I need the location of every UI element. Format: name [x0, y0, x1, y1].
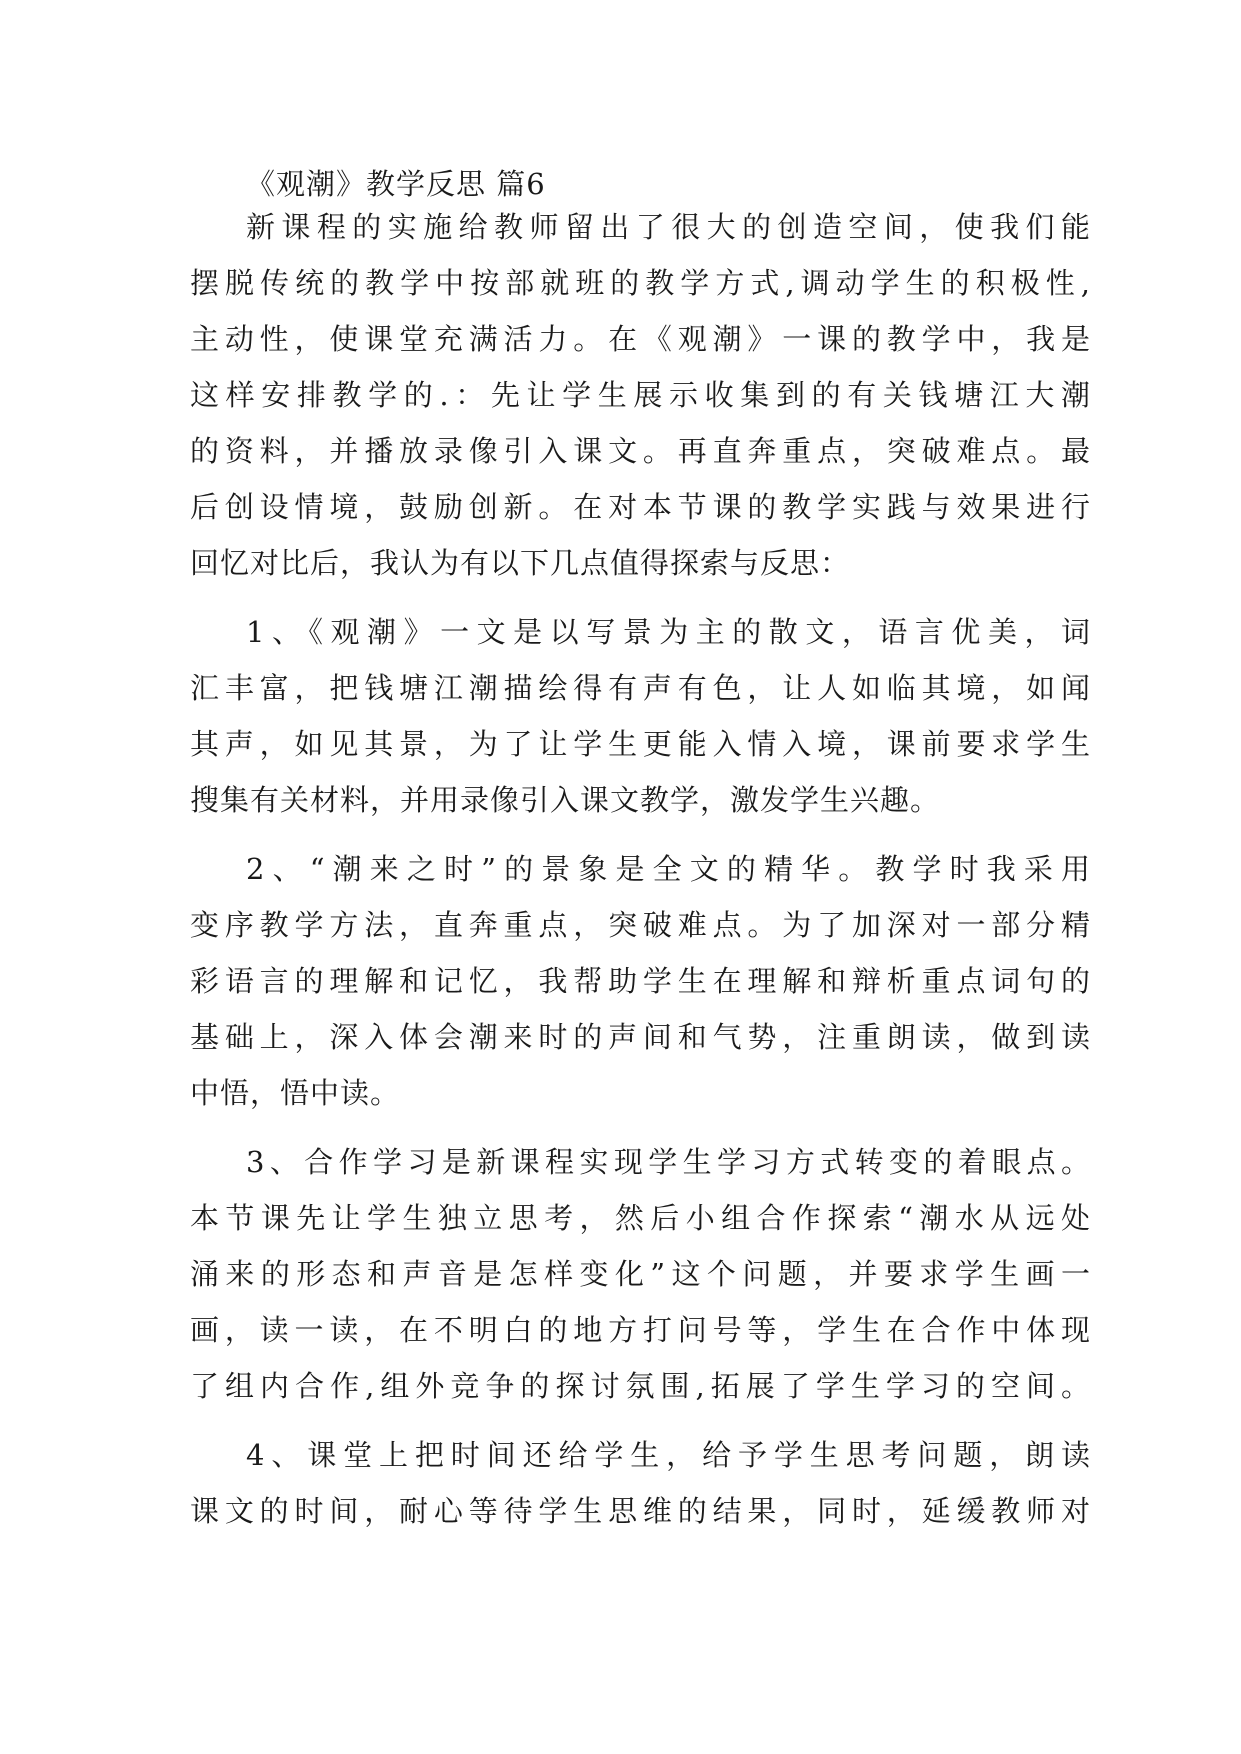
paragraph-line: 课文的时间，耐心等待学生思维的结果，同时，延缓教师对: [190, 1494, 1090, 1528]
paragraph-line: 3、合作学习是新课程实现学生学习方式转变的着眼点。: [246, 1145, 1090, 1179]
paragraph-line: 涌来的形态和声音是怎样变化”这个问题，并要求学生画一: [190, 1257, 1090, 1291]
paragraph-line: 1、《观潮》一文是以写景为主的散文，语言优美，词: [246, 615, 1090, 649]
paragraph-line: 的资料，并播放录像引入课文。再直奔重点，突破难点。最: [190, 434, 1090, 468]
paragraph-line: 中悟，悟中读。: [190, 1076, 401, 1110]
paragraph-line: 彩语言的理解和记忆，我帮助学生在理解和辩析重点词句的: [190, 964, 1090, 998]
paragraph-line: 主动性，使课堂充满活力。在《观潮》一课的教学中，我是: [190, 322, 1090, 356]
paragraph-line: 本节课先让学生独立思考，然后小组合作探索“潮水从远处: [190, 1201, 1090, 1235]
paragraph-line: 画，读一读，在不明白的地方打问号等，学生在合作中体现: [190, 1313, 1090, 1347]
document-title: 《观潮》教学反思 篇6: [246, 167, 546, 201]
paragraph-line: 汇丰富，把钱塘江潮描绘得有声有色，让人如临其境，如闻: [190, 671, 1090, 705]
paragraph-line: 变序教学方法，直奔重点，突破难点。为了加深对一部分精: [190, 908, 1090, 942]
paragraph-line: 摆脱传统的教学中按部就班的教学方式,调动学生的积极性,: [190, 266, 1090, 300]
paragraph-line: 其声，如见其景，为了让学生更能入情入境，课前要求学生: [190, 727, 1090, 761]
paragraph-line: 了组内合作,组外竞争的探讨氛围,拓展了学生学习的空间。: [190, 1369, 1090, 1403]
paragraph-line: 搜集有关材料，并用录像引入课文教学，激发学生兴趣。: [190, 783, 941, 817]
paragraph-line: 4、课堂上把时间还给学生，给予学生思考问题，朗读: [246, 1438, 1090, 1472]
paragraph-line: 回忆对比后，我认为有以下几点值得探索与反思：: [190, 546, 851, 580]
paragraph-line: 2、“潮来之时”的景象是全文的精华。教学时我采用: [246, 852, 1090, 886]
paragraph-line: 新课程的实施给教师留出了很大的创造空间，使我们能: [246, 210, 1090, 244]
paragraph-line: 这样安排教学的.：先让学生展示收集到的有关钱塘江大潮: [190, 378, 1090, 412]
paragraph-line: 基础上，深入体会潮来时的声间和气势，注重朗读，做到读: [190, 1020, 1090, 1054]
paragraph-line: 后创设情境，鼓励创新。在对本节课的教学实践与效果进行: [190, 490, 1090, 524]
